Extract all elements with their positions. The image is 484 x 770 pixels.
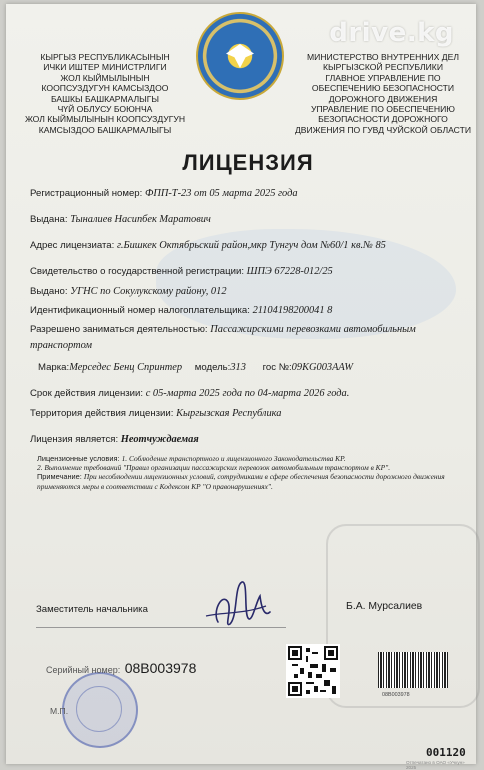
- validity-value: с 05-марта 2025 года по 04-марта 2026 года.: [145, 388, 350, 399]
- state-registration-row: [30, 266, 333, 277]
- official-stamp-icon: [62, 672, 138, 748]
- issued-by-value: УГНС по Сокулукскому району, 012: [70, 286, 227, 297]
- header-left-line: ЖОЛ КЫЙМЫЛЫНЫН КООПСУЗДУГУН: [24, 114, 186, 125]
- header-left-kyrgyz: [20, 52, 190, 135]
- header-left-line: ЧҮЙ ОБЛУСУ БОЮНЧА: [57, 104, 153, 115]
- document-number: 001120: [426, 746, 466, 759]
- issued-by-label: Выдано:: [30, 286, 68, 297]
- transferability-row: [30, 434, 199, 445]
- registration-number-row: [30, 188, 298, 199]
- transferability-label: Лицензия является:: [30, 434, 119, 445]
- header-right-line: МИНИСТЕРСТВО ВНУТРЕННИХ ДЕЛ: [307, 52, 459, 62]
- vehicle-plate-value: 09KG003AAW: [291, 362, 354, 373]
- address-label: Адрес лицензиата:: [30, 240, 115, 251]
- serial-number-label: Серийный номер:: [46, 665, 121, 675]
- watermark: drive.kg: [329, 18, 454, 48]
- header-right-russian: [294, 52, 472, 135]
- conditions-label: Лицензионные условия:: [37, 454, 120, 463]
- license-conditions: [37, 454, 473, 491]
- vehicle-brand-value: Мерседес Бенц Спринтер: [69, 362, 183, 373]
- note-text: При несоблюдении лицензионных условий, сотрудниками в сфере обеспечения безопасности дорожного движения применяются меры в соответствии с Кодексом КР "О правонарушениях".: [37, 472, 445, 491]
- address-row: [30, 240, 386, 251]
- condition-item-2: 2. Выполнение требований "Правил организации пассажирских перевозок автомобильным транспортом в КР".: [37, 463, 391, 473]
- license-document: [6, 4, 476, 770]
- header-right-line: УПРАВЛЕНИЕ ПО ОБЕСПЕЧЕНИЮ: [311, 104, 455, 115]
- header-left-line: БАШКЫ БАШКАРМАЛЫГЫ: [50, 93, 160, 104]
- permitted-activity-value: Пассажирскими перевозками автомобильным: [210, 324, 416, 335]
- signatory-position: Заместитель начальника: [36, 604, 148, 615]
- header-right-line: ДВИЖЕНИЯ ПО ГУВД ЧУЙСКОЙ ОБЛАСТИ: [294, 124, 472, 135]
- header-right-line: ГЛАВНОЕ УПРАВЛЕНИЕ ПО: [325, 72, 441, 83]
- registration-number-label: Регистрационный номер:: [30, 188, 143, 199]
- emblem-falcon-icon: [226, 44, 254, 68]
- issued-to-label: Выдана:: [30, 214, 68, 225]
- territory-value: Кыргызская Республика: [176, 408, 282, 419]
- header-right-line: КЫРГЫЗСКОЙ РЕСПУБЛИКИ: [322, 62, 443, 73]
- condition-item-1: 1. Соблюдение транспортного и лицензионного Законодательства КР.: [121, 454, 346, 463]
- state-registration-value: ШПЭ 67228-012/25: [246, 266, 333, 277]
- header-left-line: КАМСЫЗДОО БАШКАРМАЛЫГЫ: [38, 124, 172, 135]
- validity-row: [30, 388, 349, 399]
- transferability-value: Неотчуждаемая: [120, 434, 199, 445]
- tax-id-value: 21104198200041 8: [252, 305, 333, 316]
- signature-line: [36, 627, 286, 628]
- note-label: Примечание:: [37, 472, 82, 482]
- signature-icon: [204, 572, 274, 634]
- qr-code-icon[interactable]: [286, 644, 340, 698]
- header-right-line: ДОРОЖНОГО ДВИЖЕНИЯ: [328, 93, 438, 104]
- header-left-line: КЫРГЫЗ РЕСПУБЛИКАСЫНЫН: [40, 52, 170, 62]
- document-title: ЛИЦЕНЗИЯ: [182, 150, 314, 175]
- barcode-caption: 08B003978: [382, 692, 410, 698]
- serial-number-row: [46, 660, 196, 676]
- territory-label: Территория действия лицензии:: [30, 408, 174, 419]
- header-left-line: КООПСУЗДУГУН КАМСЫЗДОО: [41, 83, 169, 94]
- tax-id-label: Идентификационный номер налогоплательщика:: [30, 305, 250, 316]
- address-value: г.Бишкек Октябрьский район,мкр Тунгуч дом №60/1 кв.№ 85: [116, 240, 386, 251]
- vehicle-plate-label: гос №:: [262, 362, 292, 373]
- header-left-line: ИЧКИ ИШТЕР МИНИСТРЛИГИ: [43, 62, 167, 73]
- header-right-line: БЕЗОПАСНОСТИ ДОРОЖНОГО: [318, 114, 448, 125]
- validity-label: Срок действия лицензии:: [30, 388, 144, 399]
- permitted-activity-row: [30, 324, 416, 335]
- issued-to-row: [30, 214, 211, 225]
- vehicle-row: [38, 362, 353, 373]
- state-registration-label: Свидетельство о государственной регистрации:: [30, 266, 244, 277]
- serial-number-value: 08B003978: [124, 660, 197, 676]
- permitted-activity-value-cont: транспортом: [30, 340, 93, 351]
- permitted-activity-row-2: [30, 340, 92, 351]
- issued-to-value: Тыналиев Насипбек Маратович: [70, 214, 211, 225]
- registration-number-value: ФПП-Т-23 от 05 марта 2025 года: [144, 188, 298, 199]
- barcode-icon: [378, 652, 448, 688]
- signatory-name: Б.А. Мурсалиев: [346, 601, 423, 612]
- seal-place-label: М.П.: [50, 706, 69, 716]
- tax-id-row: [30, 305, 332, 316]
- header-left-line: ЖОЛ КЫЙМЫЛЫНЫН: [60, 72, 150, 83]
- issued-by-row: [30, 286, 227, 297]
- vehicle-brand-label: Марка:: [38, 362, 70, 373]
- state-emblem-icon: [196, 12, 284, 100]
- vehicle-model-label: модель:: [194, 362, 231, 373]
- print-note: Отпечатано в ОАО «Учкун» 2025: [406, 760, 465, 770]
- vehicle-model-value: 313: [230, 362, 246, 373]
- territory-row: [30, 408, 281, 419]
- permitted-activity-label: Разрешено заниматься деятельностью:: [30, 324, 208, 335]
- header-right-line: ОБЕСПЕЧЕНИЮ БЕЗОПАСНОСТИ: [311, 83, 455, 94]
